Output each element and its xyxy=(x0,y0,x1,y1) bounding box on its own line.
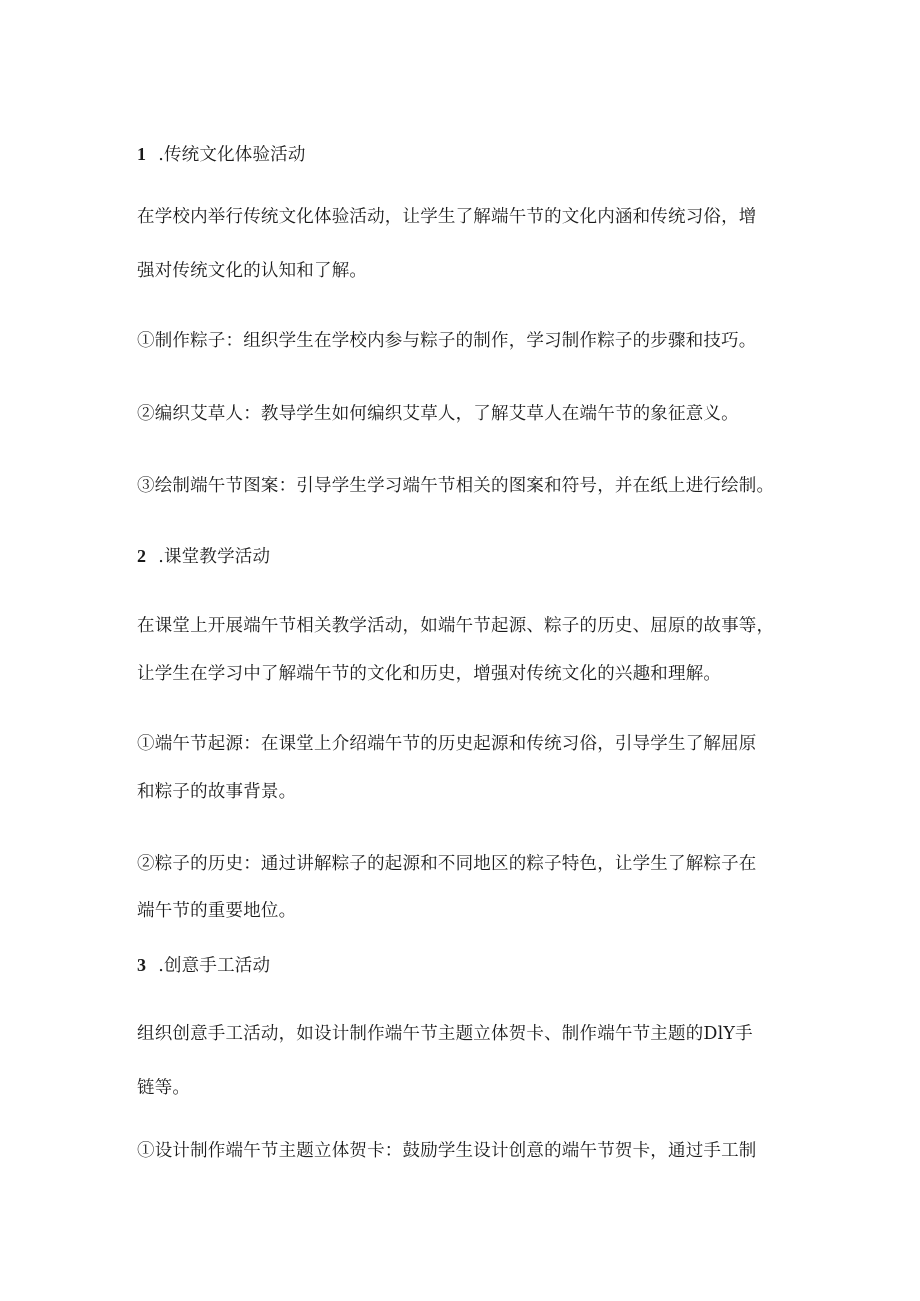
section-number: 2 xyxy=(137,546,147,566)
section-title: .课堂教学活动 xyxy=(158,547,271,567)
section-3-heading xyxy=(137,953,270,978)
list-item-continuation: 和粽子的故事背景。 xyxy=(137,782,297,802)
list-item: ①端午节起源：在课堂上介绍端午节的历史起源和传统习俗，引导学生了解屈原 xyxy=(137,734,757,754)
section-number: 1 xyxy=(137,144,147,164)
section-2-heading xyxy=(137,544,270,569)
list-item: ②粽子的历史：通过讲解粽子的起源和不同地区的粽子特色，让学生了解粽子在 xyxy=(137,854,757,874)
paragraph-line: 在学校内举行传统文化体验活动，让学生了解端午节的文化内涵和传统习俗，增 xyxy=(137,207,757,227)
section-title: .创意手工活动 xyxy=(158,956,271,976)
list-item: ①设计制作端午节主题立体贺卡：鼓励学生设计创意的端午节贺卡，通过手工制 xyxy=(137,1141,757,1161)
section-1-heading xyxy=(137,142,306,167)
list-item-continuation: 端午节的重要地位。 xyxy=(137,901,297,921)
list-item: ③绘制端午节图案：引导学生学习端午节相关的图案和符号，并在纸上进行绘制。 xyxy=(137,476,775,496)
list-item: ①制作粽子：组织学生在学校内参与粽子的制作，学习制作粽子的步骤和技巧。 xyxy=(137,331,757,351)
paragraph-line: 组织创意手工活动，如设计制作端午节主题立体贺卡、制作端午节主题的DlY手 xyxy=(137,1024,753,1044)
list-item: ②编织艾草人：教导学生如何编织艾草人，了解艾草人在端午节的象征意义。 xyxy=(137,404,739,424)
paragraph-line: 让学生在学习中了解端午节的文化和历史，增强对传统文化的兴趣和理解。 xyxy=(137,664,722,684)
section-title: .传统文化体验活动 xyxy=(158,145,306,165)
section-number: 3 xyxy=(137,955,147,975)
paragraph-line: 强对传统文化的认知和了解。 xyxy=(137,261,368,281)
paragraph-line: 链等。 xyxy=(137,1078,191,1098)
paragraph-line: 在课堂上开展端午节相关教学活动，如端午节起源、粽子的历史、屈原的故事等， xyxy=(137,616,775,636)
